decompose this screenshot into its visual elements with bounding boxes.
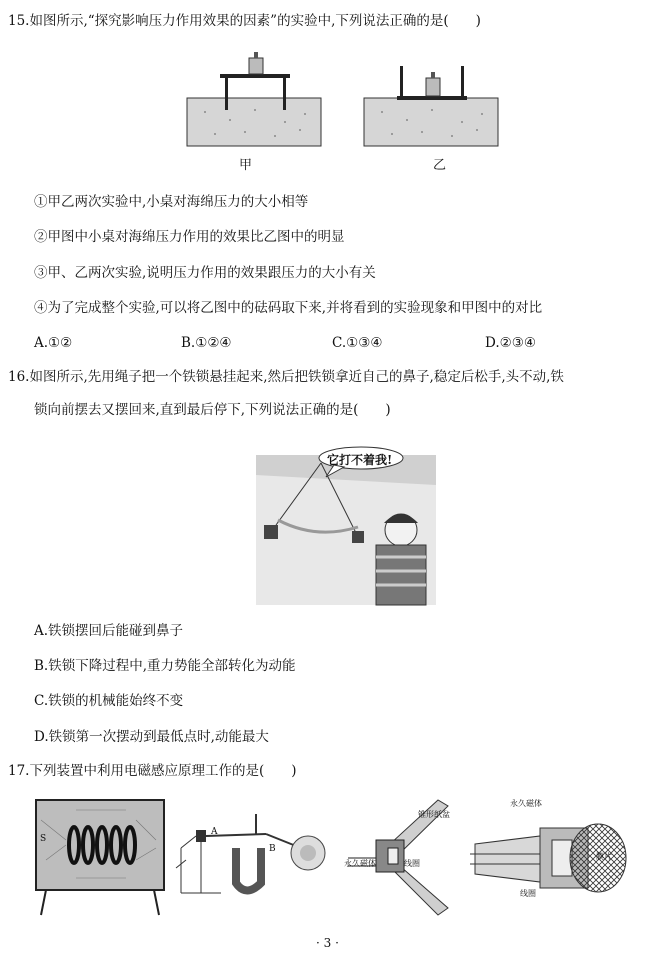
figure-17-4-label-coil: 线圈 [520,889,536,898]
q15-statement-1: ①甲乙两次实验中,小桌对海绵压力的大小相等 [34,194,309,210]
figure-yi [362,50,502,180]
figure-jia-label: 甲 [239,158,253,173]
q15-option-c[interactable]: C.①③④ [332,335,383,351]
figure-17-3-label-coil: 线圈 [404,859,420,868]
q16-option-a[interactable]: A.铁锁摆回后能碰到鼻子 [34,623,184,639]
figure-17-2-label-a: A [211,827,218,837]
figure-17-4-label-magnet: 永久磁体 [510,799,542,808]
figure-17-1-pole: S [40,834,47,844]
q15-statement-2: ②甲图中小桌对海绵压力作用的效果比乙图中的明显 [34,229,345,245]
figure-17-4-label-film: 膜片 [596,852,612,861]
figure-17-2-label-b: B [269,844,276,854]
figure-17-1-solenoid [36,800,164,915]
page-number: · 3 · [316,936,339,950]
speech-bubble-text: 它打不着我! [327,453,393,467]
figure-17-3-label-cone: 锥形纸盆 [418,810,450,819]
figure-jia [185,50,325,180]
q17-stem: 17.下列装置中利用电磁感应原理工作的是( ) [8,763,297,779]
q15-option-d[interactable]: D.②③④ [485,335,536,351]
q15-stem: 15.如图所示,“探究影响压力作用效果的因素”的实验中,下列说法正确的是( ) [8,13,481,29]
q15-option-a[interactable]: A.①② [34,335,73,351]
q15-option-b[interactable]: B.①②④ [181,335,232,351]
q16-option-d[interactable]: D.铁锁第一次摆动到最低点时,动能最大 [34,729,269,745]
figure-17-3-label-magnet: 永久磁体 [344,859,376,868]
q16-option-b[interactable]: B.铁锁下降过程中,重力势能全部转化为动能 [34,658,296,674]
q16-stem-line1: 16.如图所示,先用绳子把一个铁锁悬挂起来,然后把铁锁拿近自己的鼻子,稳定后松手,头不动,铁 [8,369,564,385]
q15-statement-3: ③甲、乙两次实验,说明压力作用的效果跟压力的大小有关 [34,265,376,281]
q16-option-c[interactable]: C.铁锁的机械能始终不变 [34,693,184,709]
q15-statement-4: ④为了完成整个实验,可以将乙图中的砝码取下来,并将看到的实验现象和甲图中的对比 [34,300,543,316]
figure-17-2-bell [176,808,334,908]
figure-pendulum [256,445,436,605]
q16-stem-line2: 锁向前摆去又摆回来,直到最后停下,下列说法正确的是( ) [34,402,391,418]
figure-yi-label: 乙 [433,158,447,173]
